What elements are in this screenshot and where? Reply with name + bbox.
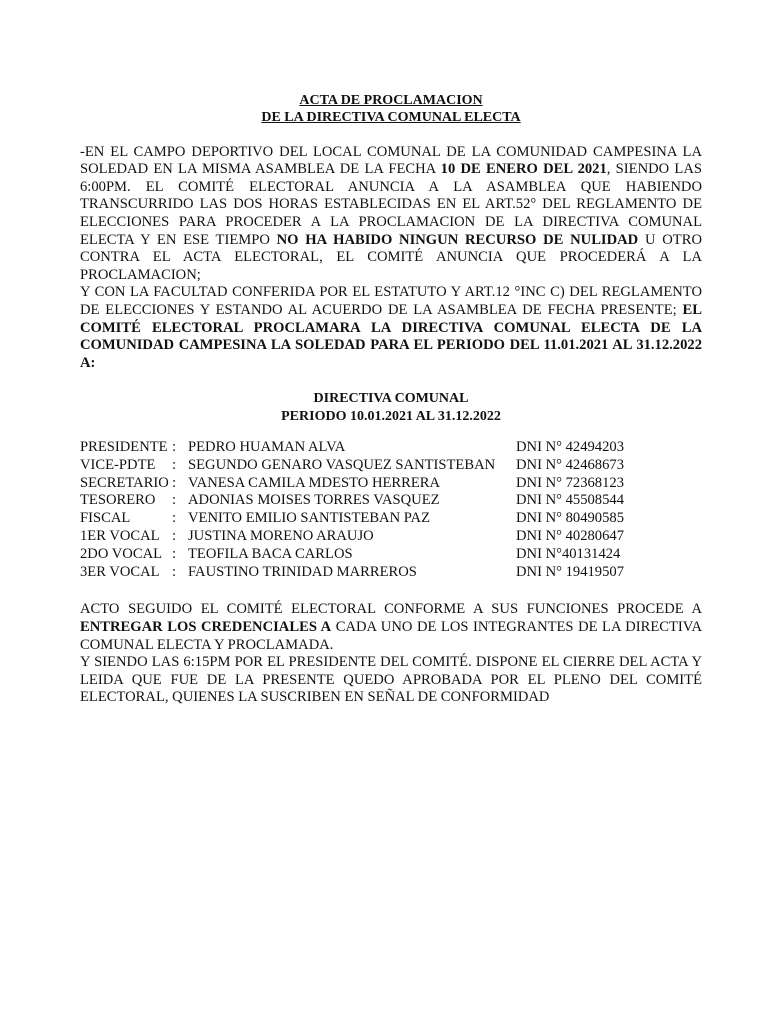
paragraph-opening-no-nulidad: NO HA HABIDO NINGUN RECURSO DE NULIDAD	[276, 231, 639, 248]
paragraph-proclamation-bold: EL COMITÉ ELECTORAL PROCLAMARA LA DIRECTIVA COMUNAL ELECTA DE LA COMUNIDAD CAMPESINA LA SOLEDAD PARA EL PERIODO DEL 11.01.2021 AL 31.12.2022 A:	[80, 301, 702, 371]
paragraph-opening	[80, 144, 702, 285]
paragraph-opening-text-2: , SIENDO LAS 6:00PM. EL COMITÉ ELECTORAL ANUNCIA A LA ASAMBLEA QUE HABIENDO TRANSCURRIDO LAS DOS HORAS ESTABLECIDAS EN EL ART.52° DEL REGLAMENTO DE ELECCIONES PARA PROCEDER A LA PROCLAMACION DE LA DIRECTIVA COMUNAL ELECTA Y EN ESE TIEMPO	[80, 161, 702, 248]
member-colon: :	[172, 456, 177, 473]
paragraph-opening-text-1: -EN EL CAMPO DEPORTIVO DEL LOCAL COMUNAL DE LA COMUNIDAD CAMPESINA LA SOLEDAD EN LA MISMA ASAMBLEA DE LA FECHA	[80, 143, 702, 178]
member-row-presidente	[80, 439, 702, 457]
member-name: TEOFILA BACA CARLOS	[188, 545, 353, 562]
member-dni: DNI N° 45508544	[516, 492, 624, 509]
member-row-3er-vocal	[80, 564, 702, 582]
member-row-fiscal	[80, 510, 702, 528]
member-name: VANESA CAMILA MDESTO HERRERA	[188, 474, 441, 491]
section-period: PERIODO 10.01.2021 AL 31.12.2022	[281, 408, 501, 424]
member-name: PEDRO HUAMAN ALVA	[188, 439, 346, 456]
member-role: 1ER VOCAL	[80, 528, 160, 545]
member-colon: :	[172, 545, 177, 562]
member-role: 2DO VOCAL	[80, 545, 163, 562]
member-colon: :	[172, 563, 177, 580]
member-name: JUSTINA MORENO ARAUJO	[188, 528, 374, 545]
member-role: FISCAL	[80, 510, 131, 527]
member-role: VICE-PDTE	[80, 456, 156, 473]
spacer	[80, 126, 702, 144]
paragraph-credentials-bold: ENTREGAR LOS CREDENCIALES A	[80, 619, 332, 636]
member-dni: DNI N° 40280647	[516, 528, 624, 545]
member-colon: :	[172, 439, 177, 456]
paragraph-opening-date: 10 DE ENERO DEL 2021	[440, 161, 607, 178]
member-name: VENITO EMILIO SANTISTEBAN PAZ	[188, 510, 431, 527]
member-role: SECRETARIO	[80, 474, 169, 491]
member-dni: DNI N° 42494203	[516, 439, 624, 456]
member-row-1er-vocal	[80, 528, 702, 546]
member-name: ADONIAS MOISES TORRES VASQUEZ	[188, 492, 440, 509]
member-row-vice-pdte	[80, 457, 702, 475]
member-name: FAUSTINO TRINIDAD MARREROS	[188, 563, 417, 580]
document-title-line1: ACTA DE PROCLAMACION	[299, 93, 483, 108]
member-dni: DNI N° 42468673	[516, 456, 624, 473]
member-dni: DNI N° 72368123	[516, 474, 624, 491]
member-dni: DNI N°40131424	[516, 545, 621, 562]
paragraph-proclamation-text: Y CON LA FACULTAD CONFERIDA POR EL ESTATUTO Y ART.12 °INC C) DEL REGLAMENTO DE ELECCIONES Y ESTANDO AL ACUERDO DE LA ASAMBLEA DE FECHA PRESENTE;	[80, 284, 702, 318]
member-row-secretario	[80, 475, 702, 493]
member-row-2do-vocal	[80, 546, 702, 564]
paragraph-credentials	[80, 601, 702, 654]
member-role: 3ER VOCAL	[80, 563, 160, 580]
document-page	[80, 92, 702, 707]
member-colon: :	[172, 492, 177, 509]
member-colon: :	[172, 510, 177, 527]
members-list	[80, 439, 702, 581]
member-role: PRESIDENTE	[80, 439, 168, 456]
member-colon: :	[172, 528, 177, 545]
paragraph-credentials-text-1: ACTO SEGUIDO EL COMITÉ ELECTORAL CONFORME A SUS FUNCIONES PROCEDE A	[80, 601, 702, 618]
member-row-tesorero	[80, 492, 702, 510]
member-colon: :	[172, 474, 177, 491]
paragraph-opening-text-3: U OTRO CONTRA EL ACTA ELECTORAL, EL COMITÉ ANUNCIA QUE PROCEDERÁ A LA PROCLAMACION;	[80, 231, 702, 283]
member-role: TESORERO	[80, 492, 156, 509]
document-title-line2: DE LA DIRECTIVA COMUNAL ELECTA	[261, 110, 521, 125]
member-dni: DNI N° 80490585	[516, 510, 624, 527]
member-dni: DNI N° 19419507	[516, 563, 624, 580]
member-name: SEGUNDO GENARO VASQUEZ SANTISTEBAN	[188, 456, 496, 473]
spacer	[80, 372, 702, 390]
section-title: DIRECTIVA COMUNAL	[313, 390, 469, 406]
paragraph-closing: Y SIENDO LAS 6:15PM POR EL PRESIDENTE DEL COMITÉ. DISPONE EL CIERRE DEL ACTA Y LEIDA QUE FUE DE LA PRESENTE QUEDO APROBADA POR EL PLENO DEL COMITÉ ELECTORAL, QUIENES LA SUSCRIBEN EN SEÑAL DE CONFORMIDAD	[80, 654, 702, 706]
paragraph-credentials-text-2: CADA UNO DE LOS INTEGRANTES DE LA DIRECTIVA COMUNAL ELECTA Y PROCLAMADA.	[80, 619, 702, 653]
paragraph-proclamation	[80, 284, 702, 372]
